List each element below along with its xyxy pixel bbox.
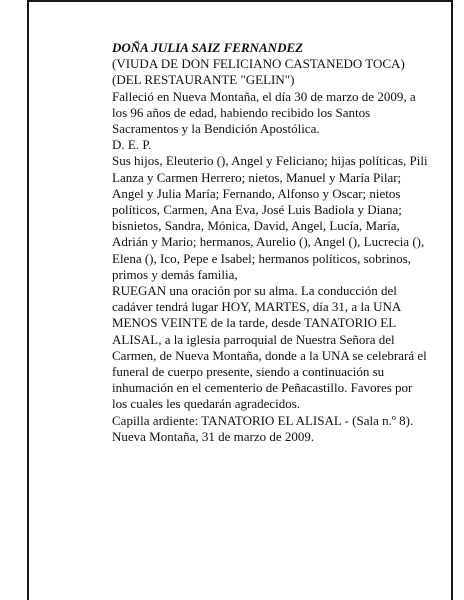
widow-line: (VIUDA DE DON FELICIANO CASTANEDO TOCA) [112,56,405,72]
deceased-name: DOÑA JULIA SAIZ FERNANDEZ [112,40,304,55]
obituary-text [112,40,428,445]
chapel-line: Capilla ardiente: TANATORIO EL ALISAL - (Sala n.º 8). [112,412,414,428]
restaurant-line: (DEL RESTAURANTE "GELIN") [112,72,295,88]
funeral-request: RUEGAN una oración por su alma. La conducción del cadáver tendrá lugar HOY, MARTES, día 31, a la UNA MENOS VEINTE de la tarde, desde TANATORIO EL ALISAL, a la iglesia parroquial de Nuestra Señora del Carmen, de Nueva Montaña, donde a la UNA se celebrará el funeral de cuerpo presente, siendo a continuación su inhumación en el cementerio de Peñacastillo. Favores por los cuales les quedarán agradecidos. [112,283,427,412]
place-date: Nueva Montaña, 31 de marzo de 2009. [112,428,315,444]
dep-line: D. E. P. [112,137,152,153]
death-notice: Falleció en Nueva Montaña, el día 30 de marzo de 2009, a los 96 años de edad, habiendo recibido los Santos Sacramentos y la Bendición Apostólica. [112,88,416,137]
family-list: Sus hijos, Eleuterio (), Angel y Feliciano; hijas políticas, Pili Lanza y Carmen Herrero; nietos, Manuel y María Pilar; Angel y Julia María; Fernando, Alfonso y Oscar; nietos políticos, Carmen, Ana Eva, José Luis Badiola y Diana; bisnietos, Sandra, Mónica, David, Angel, Lucía, María, Adrián y Mario; hermanos, Aurelio (), Angel (), Lucrecia (), Elena (), Ico, Pepe e Isabel; hermanos políticos, sobrinos, primos y demás familia, [112,153,428,282]
